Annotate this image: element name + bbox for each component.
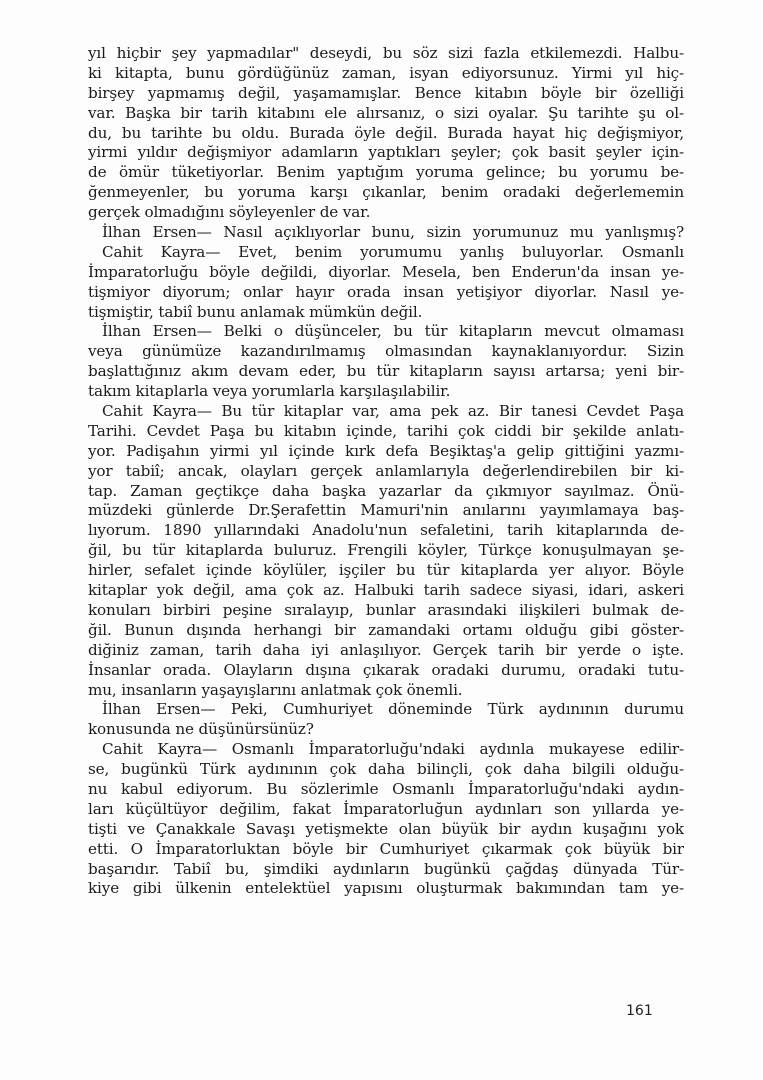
text-line: takım kitaplarla veya yorumlarla karşılaşılabilir.	[88, 382, 451, 401]
text-line: müzdeki günlerde Dr.Şerafettin Mamuri'nin anılarını yayımlamaya baş-	[88, 501, 684, 520]
text-line: konusunda ne düşünürsünüz?	[88, 720, 314, 739]
text-line: diğiniz zaman, tarih daha iyi anlaşılıyor. Gerçek tarih bir yerde o işte.	[88, 640, 684, 659]
text-line: kiye gibi ülkenin entelektüel yapısını oluşturmak bakımından tam ye-	[88, 879, 684, 898]
text-line: Cahit Kayra— Bu tür kitaplar var, ama pek az. Bir tanesi Cevdet Paşa	[102, 402, 684, 421]
text-line: İlhan Ersen— Nasıl açıklıyorlar bunu, sizin yorumunuz mu yanlışmış?	[102, 223, 684, 242]
text-line: nu kabul ediyorum. Bu sözlerimle Osmanlı İmparatorluğu'ndaki aydın-	[88, 779, 684, 798]
text-line: Cahit Kayra— Osmanlı İmparatorluğu'ndaki aydınla mukayese edilir-	[102, 740, 684, 759]
text-line: tişmiştir, tabiî bunu anlamak mümkün değil.	[88, 302, 423, 321]
text-line: yirmi yıldır değişmiyor adamların yaptıkları şeyler; çok basit şeyler için-	[88, 143, 684, 162]
text-line: İlhan Ersen— Peki, Cumhuriyet döneminde Türk aydınının durumu	[102, 700, 684, 719]
text-line: yıl hiçbir şey yapmadılar" deseydi, bu söz sizi fazla etkilemezdi. Halbu-	[88, 44, 684, 62]
text-line: var. Başka bir tarih kitabını ele alırsanız, o sizi oyalar. Şu tarihte şu ol-	[88, 103, 684, 122]
text-line: du, bu tarihte bu oldu. Burada öyle değil. Burada hayat hiç değişmiyor,	[88, 123, 684, 142]
text-line: Tarihi. Cevdet Paşa bu kitabın içinde, tarihi çok ciddi bir şekilde anlatı-	[88, 421, 684, 440]
text-line: ğil, bu tür kitaplarda buluruz. Frengili köyler, Türkçe konuşulmayan şe-	[88, 541, 684, 560]
text-line: tişti ve Çanakkale Savaşı yetişmekte olan büyük bir aydın kuşağını yok	[88, 819, 684, 838]
text-line: başlattığınız akım devam eder, bu tür kitapların sayısı artarsa; yeni bir-	[88, 362, 684, 381]
text-line: ki kitapta, bunu gördüğünüz zaman, isyan ediyorsunuz. Yirmi yıl hiç-	[88, 63, 684, 82]
text-line: Cahit Kayra— Evet, benim yorumumu yanlış buluyorlar. Osmanlı	[102, 242, 684, 261]
text-line: tap. Zaman geçtikçe daha başka yazarlar da çıkmıyor sayılmaz. Önü-	[88, 481, 684, 500]
text-line: kitaplar yok değil, ama çok az. Halbuki tarih sadece siyasi, idari, askeri	[88, 581, 684, 600]
text-line: İlhan Ersen— Belki o düşünceler, bu tür kitapların mevcut olmaması	[102, 322, 684, 341]
text-line: hirler, sefalet içinde köylüler, işçiler bu tür kitaplarda yer alıyor. Böyle	[88, 561, 684, 580]
text-line: tişmiyor diyorum; onlar hayır orada insan yetişiyor diyorlar. Nasıl ye-	[88, 282, 684, 301]
page-text	[88, 44, 684, 899]
text-line: lıyorum. 1890 yıllarındaki Anadolu'nun sefaletini, tarih kitaplarında de-	[88, 521, 684, 540]
text-line: İnsanlar orada. Olayların dışına çıkarak oradaki durumu, oradaki tutu-	[88, 660, 684, 679]
page-number: 161	[626, 1003, 653, 1019]
text-line: birşey yapmamış değil, yaşamamışlar. Bence kitabın böyle bir özelliği	[88, 83, 684, 102]
text-line: veya günümüze kazandırılmamış olmasından kaynaklanıyordur. Sizin	[88, 342, 684, 361]
text-line: yor. Padişahın yirmi yıl içinde kırk defa Beşiktaş'a gelip gittiğini yazmı-	[88, 441, 684, 460]
text-line: mu, insanların yaşayışlarını anlatmak çok önemli.	[88, 680, 463, 699]
text-line: etti. O İmparatorluktan böyle bir Cumhuriyet çıkarmak çok büyük bir	[88, 839, 684, 858]
text-line: yor tabiî; ancak, olayları gerçek anlamlarıyla değerlendirebilen bir ki-	[88, 461, 684, 480]
text-line: ğil. Bunun dışında herhangi bir zamandaki ortamı olduğu gibi göster-	[88, 620, 684, 639]
text-line: konuları birbiri peşine sıralayıp, bunlar arasındaki ilişkileri bulmak de-	[88, 600, 684, 619]
text-line: başarıdır. Tabiî bu, şimdiki aydınların bugünkü çağdaş dünyada Tür-	[88, 859, 684, 878]
text-line: se, bugünkü Türk aydınının çok daha bilinçli, çok daha bilgili olduğu-	[88, 760, 684, 779]
text-line: ları küçültüyor değilim, fakat İmparatorluğun aydınları son yıllarda ye-	[88, 799, 684, 818]
text-line: ğenmeyenler, bu yoruma karşı çıkanlar, benim oradaki değerlememin	[88, 183, 684, 202]
text-line: de ömür tüketiyorlar. Benim yaptığım yoruma gelince; bu yorumu be-	[88, 163, 684, 182]
text-line: İmparatorluğu böyle değildi, diyorlar. Mesela, ben Enderun'da insan ye-	[88, 262, 684, 281]
text-line: gerçek olmadığını söyleyenler de var.	[88, 203, 371, 222]
